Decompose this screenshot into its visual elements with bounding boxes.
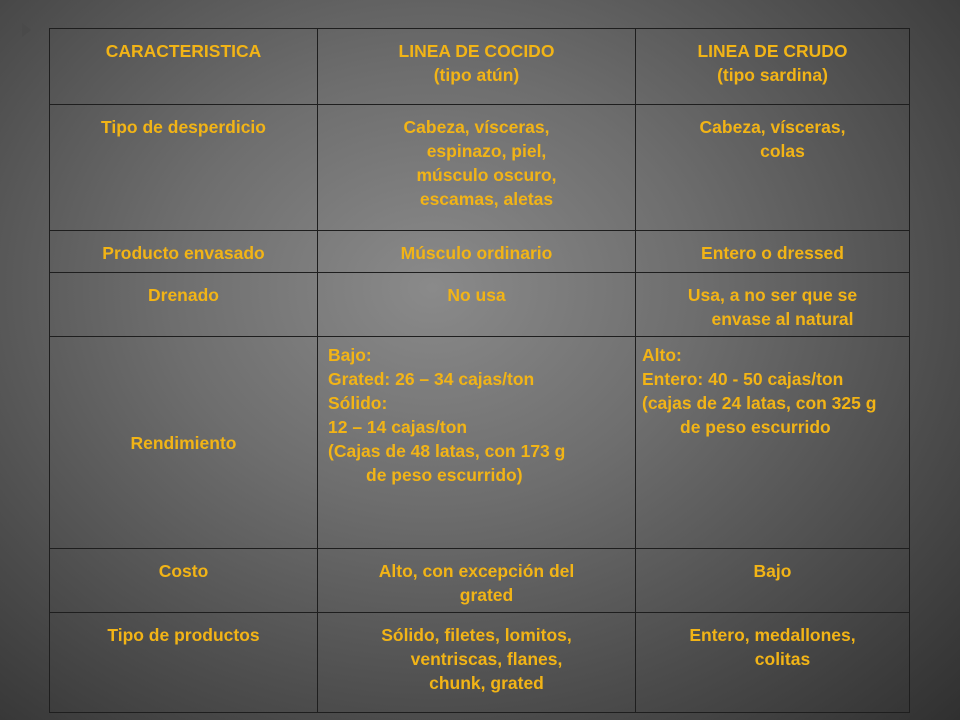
cell-crudo xyxy=(636,613,910,713)
cell-line: Bajo xyxy=(753,561,792,581)
table-row xyxy=(50,613,910,713)
header-caracteristica: CARACTERISTICA xyxy=(50,29,318,105)
cell-line: envase al natural xyxy=(711,309,854,329)
cell-line: colas xyxy=(760,141,805,161)
row-label: Rendimiento xyxy=(50,337,318,549)
cell-line: Cabeza, vísceras, xyxy=(403,117,550,137)
cell-cocido xyxy=(318,549,636,613)
header-crudo-subtitle: (tipo sardina) xyxy=(717,65,828,85)
cell-line: chunk, grated xyxy=(429,673,544,693)
cell-line: 12 – 14 cajas/ton xyxy=(328,417,468,437)
cell-line: grated xyxy=(459,585,514,605)
slide-bullet-icon xyxy=(22,23,31,37)
header-cocido-subtitle: (tipo atún) xyxy=(433,65,520,85)
cell-line: Músculo ordinario xyxy=(400,243,553,263)
header-crudo-title: LINEA DE CRUDO xyxy=(697,41,848,61)
header-linea-cocido xyxy=(318,29,636,105)
table-row xyxy=(50,549,910,613)
row-label: Producto envasado xyxy=(50,231,318,273)
cell-line: escamas, aletas xyxy=(419,189,554,209)
header-linea-crudo xyxy=(636,29,910,105)
row-label: Tipo de productos xyxy=(50,613,318,713)
table-row xyxy=(50,105,910,231)
cell-line: Cabeza, vísceras, xyxy=(699,117,846,137)
row-label: Tipo de desperdicio xyxy=(50,105,318,231)
cell-line: Entero o dressed xyxy=(701,243,844,263)
cell-line: Entero, medallones, xyxy=(689,625,856,645)
cell-line: (cajas de 24 latas, con 325 g de peso escurrido xyxy=(642,393,877,437)
comparison-table xyxy=(49,28,910,713)
cell-line: músculo oscuro, xyxy=(416,165,557,185)
cell-line: colitas xyxy=(754,649,811,669)
cell-line: ventriscas, flanes, xyxy=(410,649,563,669)
cell-line: Sólido: xyxy=(328,393,388,413)
cell-crudo xyxy=(636,549,910,613)
table-row xyxy=(50,231,910,273)
cell-crudo xyxy=(636,105,910,231)
cell-line: Usa, a no ser que se xyxy=(687,285,858,305)
cell-line: Entero: 40 - 50 cajas/ton xyxy=(642,369,844,389)
table-row xyxy=(50,337,910,549)
cell-line: Sólido, filetes, lomitos, xyxy=(381,625,572,645)
cell-line: Grated: 26 – 34 cajas/ton xyxy=(328,369,535,389)
cell-cocido xyxy=(318,337,636,549)
cell-crudo xyxy=(636,273,910,337)
cell-cocido xyxy=(318,231,636,273)
cell-cocido xyxy=(318,613,636,713)
cell-line: espinazo, piel, xyxy=(426,141,547,161)
cell-line: Alto, con excepción del xyxy=(378,561,575,581)
cell-line: (Cajas de 48 latas, con 173 g de peso escurrido) xyxy=(328,441,566,485)
header-row xyxy=(50,29,910,105)
row-label: Drenado xyxy=(50,273,318,337)
table-row xyxy=(50,273,910,337)
cell-crudo xyxy=(636,231,910,273)
row-label: Costo xyxy=(50,549,318,613)
cell-line: Bajo: xyxy=(328,345,372,365)
cell-crudo xyxy=(636,337,910,549)
cell-line: No usa xyxy=(447,285,506,305)
cell-cocido xyxy=(318,273,636,337)
cell-line: Alto: xyxy=(642,345,682,365)
header-cocido-title: LINEA DE COCIDO xyxy=(398,41,555,61)
cell-cocido xyxy=(318,105,636,231)
